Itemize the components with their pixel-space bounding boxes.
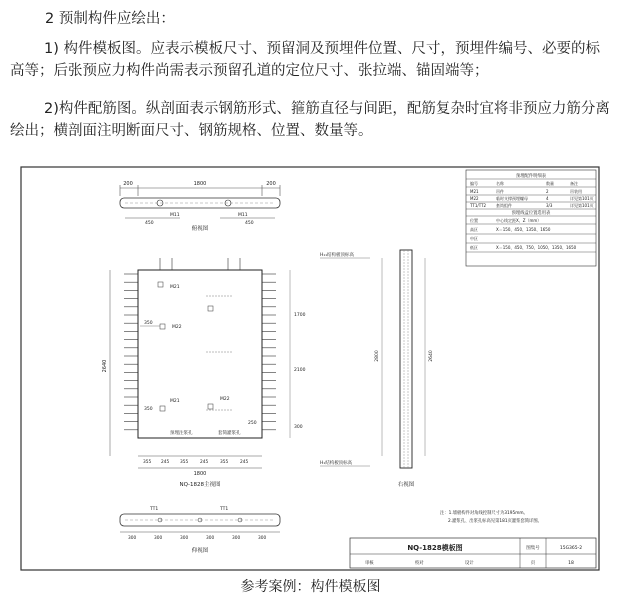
- embedded-table-title: 预埋配件明细表: [515, 174, 547, 179]
- side-bottom-note: H₁结构板顶标高: [320, 461, 353, 466]
- side-dim-2: 2640: [429, 350, 434, 362]
- bottom-tag-1: TT1: [150, 507, 159, 512]
- page-no: 18: [568, 561, 574, 566]
- atlas-no: 15G365-2: [559, 546, 583, 551]
- atlas-no-label: 图集号: [526, 546, 540, 551]
- main-bottom-dim: 355: [180, 460, 189, 465]
- embedded-table-header: 数量: [546, 181, 554, 186]
- position-table-cell: 高区: [470, 227, 478, 232]
- bottom-view-dim: 300: [206, 536, 215, 541]
- bottom-view-dim: 300: [128, 536, 137, 541]
- top-bottom-dim-1: 450: [145, 221, 154, 226]
- position-table-cell: 中区: [470, 236, 478, 241]
- bottom-view-dim: 300: [154, 536, 163, 541]
- position-table-cell: 低区: [470, 245, 478, 250]
- embedded-table-cell: 4: [546, 196, 549, 201]
- main-height-dim: 2640: [102, 359, 108, 373]
- bottom-view-dim: 300: [232, 536, 241, 541]
- side-view-label: 右视图: [397, 482, 415, 488]
- signoff-review: 审核: [365, 561, 374, 566]
- top-dim-mid: 1800: [193, 181, 207, 187]
- main-tag-1: M21: [170, 285, 180, 290]
- main-bottom-dim: 245: [200, 460, 209, 465]
- embedded-table-cell: 吊件: [496, 189, 504, 194]
- paragraph-template-drawing: 1) 构件模板图。应表示模板尺寸、预留洞及预埋件位置、尺寸，预埋件编号、必要的标高等；后张预应力构件尚需表示预留孔道的定位尺寸、张拉端、锚固端等；: [10, 41, 600, 79]
- main-bottom-dim: 245: [240, 460, 249, 465]
- bottom-view-label: 仰视图: [191, 548, 209, 554]
- page-label: 页: [530, 561, 536, 566]
- signoff-design: 设计: [465, 561, 474, 566]
- side-dim-1: 2800: [375, 350, 380, 362]
- main-inner-dim-3: 250: [248, 421, 257, 426]
- embedded-table-header: 编号: [470, 181, 478, 186]
- embedded-table-cell: 吊装用: [570, 189, 582, 194]
- embedded-table-cell: TT1/TT2: [470, 203, 487, 208]
- main-tag-3: M21: [170, 399, 180, 404]
- main-side-dim-3: 300: [294, 425, 303, 430]
- top-dim-left: 200: [123, 181, 133, 187]
- position-table-cell: X＝150、450、1350、1650: [496, 227, 551, 232]
- main-bottom-dim: 355: [143, 460, 152, 465]
- main-bottom-dim: 355: [220, 460, 229, 465]
- main-side-dim-1: 1700: [294, 313, 306, 318]
- main-side-dim-2: 2100: [294, 368, 306, 373]
- embedded-table-cell: 详见第101页: [570, 196, 594, 201]
- figure-caption: 参考案例：构件模板图: [240, 579, 381, 595]
- position-table-header: 中心线定距X、Z（mm）: [496, 218, 542, 223]
- main-tag-2: M22: [172, 325, 182, 330]
- embedded-table-cell: 2: [546, 189, 549, 194]
- embedded-table-header: 备注: [570, 181, 578, 186]
- section-heading: 2 预制构件应绘出：: [45, 11, 175, 27]
- bottom-view-dim: 300: [180, 536, 189, 541]
- embedded-table-cell: 详见第101页: [570, 203, 594, 208]
- drawing-title: NQ-1828模板图: [407, 544, 463, 552]
- top-dim-right: 200: [266, 181, 276, 187]
- side-top-note: H₁₁结构板顶标高: [320, 253, 354, 258]
- top-view-label: 俯视图: [191, 226, 209, 232]
- paragraph-reinforcement-drawing: 2)构件配筋图。纵剖面表示钢筋形式、箍筋直径与间距，配筋复杂时宜将非预应力筋分离绘出；横剖面注明断面尺寸、钢筋规格、位置、数量等。: [10, 101, 610, 139]
- main-bottom-dim: 245: [161, 460, 170, 465]
- embedded-table-cell: M22: [470, 196, 479, 201]
- position-table-header: 位置: [470, 218, 478, 223]
- embedded-table-cell: M21: [470, 189, 479, 194]
- main-inner-dim-1: 350: [144, 321, 153, 326]
- top-tag-1: M11: [170, 213, 180, 218]
- note-1: 注：1.墙板构件对角线控制尺寸为3195mm。: [440, 511, 528, 516]
- position-table-title: 预埋线盒位置选用表: [511, 211, 551, 216]
- embedded-parts-table: [466, 170, 596, 266]
- bottom-tag-2: TT1: [220, 507, 229, 512]
- sleeve-hole-note: 套筒灌浆孔: [218, 431, 241, 436]
- note-2: 2.灌浆孔、出浆孔标高见第181页灌浆套筒详图。: [448, 519, 542, 524]
- grout-hole-note: 预埋注浆孔: [170, 431, 193, 436]
- main-tag-4: M22: [220, 397, 230, 402]
- top-bottom-dim-2: 450: [245, 221, 254, 226]
- bottom-view-dim: 300: [258, 536, 267, 541]
- template-drawing-figure: [20, 166, 600, 571]
- embedded-table-cell: 临时支撑预埋螺母: [496, 196, 528, 201]
- main-bottom-total: 1800: [193, 471, 207, 477]
- embedded-table-cell: 套筒组件: [496, 203, 512, 208]
- main-inner-dim-2: 350: [144, 407, 153, 412]
- title-block: [350, 538, 596, 568]
- signoff-check: 校对: [415, 561, 424, 566]
- main-view-label: NQ-1828主视图: [179, 482, 221, 488]
- position-table-cell: X＝150、450、750、1050、1350、1650: [496, 245, 577, 250]
- top-tag-2: M11: [238, 213, 248, 218]
- embedded-table-header: 名称: [496, 181, 504, 186]
- embedded-table-cell: 3/3: [546, 203, 553, 208]
